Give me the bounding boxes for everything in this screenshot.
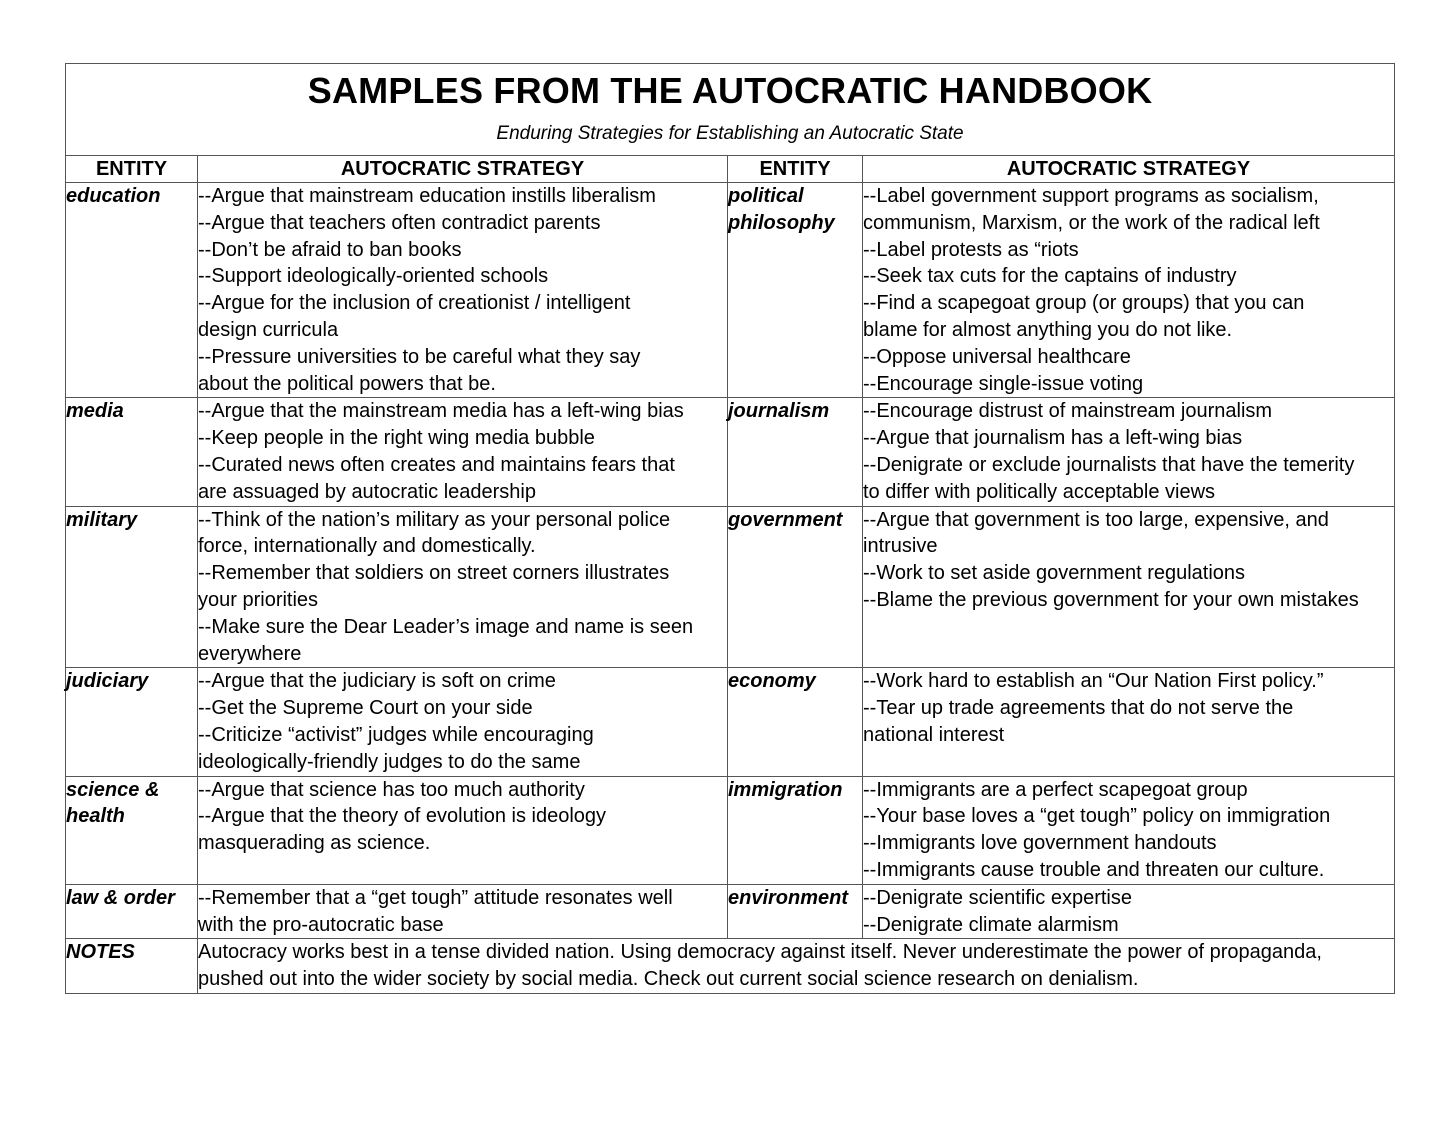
strategy-line: --Oppose universal healthcare [863, 345, 1131, 368]
strategy-line: national interest [863, 723, 1005, 746]
table-row [66, 668, 1395, 776]
strategy-line: --Blame the previous government for your own mistakes [863, 588, 1359, 611]
strategy-line: --Immigrants cause trouble and threaten our culture. [863, 858, 1325, 881]
entity-cell-left [66, 398, 198, 506]
entity-cell-right [728, 506, 863, 668]
strategy-line: your priorities [198, 588, 319, 611]
entity-cell-right [728, 884, 863, 939]
strategy-line: --Denigrate or exclude journalists that have the temerity [863, 453, 1355, 476]
strategy-line: --Work to set aside government regulations [863, 562, 1246, 585]
strategy-line: --Denigrate scientific expertise [863, 886, 1132, 909]
table-row [66, 183, 1395, 398]
strategy-line: --Think of the nation’s military as your personal police [198, 508, 671, 531]
strategy-cell-left [198, 668, 728, 776]
strategy-line: --Pressure universities to be careful what they say [198, 345, 641, 368]
entity-label: military [66, 508, 138, 531]
strategy-line: --Find a scapegoat group (or groups) that you can [863, 292, 1305, 315]
strategy-cell-left [198, 506, 728, 668]
page-subtitle: Enduring Strategies for Establishing an Autocratic State [496, 123, 964, 144]
strategy-cell-right [863, 183, 1395, 398]
entity-label: science & [66, 778, 160, 801]
header-entity-left: ENTITY [66, 156, 198, 183]
entity-label: economy [728, 670, 816, 693]
strategy-line: --Your base loves a “get tough” policy on immigration [863, 805, 1331, 828]
header-entity-right: ENTITY [728, 156, 863, 183]
header-strategy-right: AUTOCRATIC STRATEGY [863, 156, 1395, 183]
strategy-line: --Remember that soldiers on street corners illustrates [198, 562, 670, 585]
table-row [66, 398, 1395, 506]
strategy-line: --Argue that the judiciary is soft on crime [198, 670, 556, 693]
entity-label: education [66, 185, 161, 207]
strategy-line: --Curated news often creates and maintains fears that [198, 453, 675, 476]
strategy-line: --Make sure the Dear Leader’s image and name is seen [198, 615, 694, 638]
strategy-line: --Get the Supreme Court on your side [198, 697, 533, 720]
notes-row [66, 939, 1395, 994]
notes-label: NOTES [66, 939, 198, 994]
strategy-cell-left [198, 183, 728, 398]
strategy-line: --Argue that science has too much authority [198, 778, 585, 801]
strategy-table [65, 63, 1395, 994]
strategy-line: --Argue that the mainstream media has a left-wing bias [198, 400, 684, 423]
page-title: SAMPLES FROM THE AUTOCRATIC HANDBOOK [307, 70, 1153, 111]
strategy-line: masquerading as science. [198, 832, 431, 855]
entity-cell-left [66, 506, 198, 668]
header-row [66, 156, 1395, 183]
strategy-cell-left [198, 776, 728, 884]
strategy-cell-left [198, 398, 728, 506]
entity-label: judiciary [66, 670, 149, 693]
strategy-line: --Seek tax cuts for the captains of industry [863, 265, 1237, 288]
entity-label: media [66, 400, 124, 423]
entity-cell-right [728, 776, 863, 884]
strategy-line: --Argue for the inclusion of creationist / intelligent [198, 292, 631, 315]
strategy-line: --Denigrate climate alarmism [863, 913, 1119, 936]
table-body [66, 183, 1395, 939]
strategy-line: --Tear up trade agreements that do not serve the [863, 697, 1294, 720]
strategy-line: --Label protests as “riots [863, 238, 1079, 261]
entity-label: immigration [728, 778, 843, 801]
strategy-line: --Immigrants love government handouts [863, 832, 1217, 855]
strategy-line: --Label government support programs as socialism, [863, 185, 1319, 207]
table-row [66, 506, 1395, 668]
strategy-line: intrusive [863, 535, 938, 558]
entity-cell-left [66, 776, 198, 884]
strategy-line: ideologically-friendly judges to do the same [198, 750, 581, 773]
entity-label: journalism [728, 400, 830, 423]
strategy-cell-right [863, 776, 1395, 884]
strategy-line: blame for almost anything you do not like. [863, 318, 1233, 341]
strategy-cell-right [863, 506, 1395, 668]
notes-line: Autocracy works best in a tense divided nation. Using democracy against itself. Never underestimate the power of propaganda, [198, 941, 1322, 964]
strategy-cell-right [863, 398, 1395, 506]
strategy-line: --Encourage single-issue voting [863, 372, 1144, 395]
strategy-line: with the pro-autocratic base [198, 913, 444, 936]
strategy-line: --Argue that mainstream education instills liberalism [198, 185, 656, 207]
strategy-line: --Argue that journalism has a left-wing bias [863, 427, 1243, 450]
notes-cell [198, 939, 1395, 994]
strategy-line: --Immigrants are a perfect scapegoat group [863, 778, 1248, 801]
entity-label: philosophy [728, 211, 835, 234]
strategy-line: design curricula [198, 318, 339, 341]
table-row [66, 776, 1395, 884]
entity-cell-left [66, 183, 198, 398]
strategy-line: are assuaged by autocratic leadership [198, 480, 536, 503]
entity-label: health [66, 805, 125, 828]
entity-label: law & order [66, 886, 175, 909]
title-cell [66, 64, 1395, 156]
strategy-cell-right [863, 884, 1395, 939]
table-row [66, 884, 1395, 939]
entity-cell-right [728, 183, 863, 398]
strategy-line: communism, Marxism, or the work of the radical left [863, 211, 1320, 234]
entity-cell-right [728, 398, 863, 506]
strategy-line: about the political powers that be. [198, 372, 496, 395]
header-strategy-left: AUTOCRATIC STRATEGY [198, 156, 728, 183]
entity-cell-right [728, 668, 863, 776]
strategy-cell-left [198, 884, 728, 939]
entity-cell-left [66, 668, 198, 776]
strategy-line: --Encourage distrust of mainstream journalism [863, 400, 1273, 423]
entity-label: government [728, 508, 843, 531]
strategy-line: --Support ideologically-oriented schools [198, 265, 549, 288]
strategy-line: --Don’t be afraid to ban books [198, 238, 462, 261]
strategy-line: everywhere [198, 642, 302, 665]
strategy-line: --Keep people in the right wing media bubble [198, 427, 595, 450]
strategy-cell-right [863, 668, 1395, 776]
strategy-line: --Remember that a “get tough” attitude resonates well [198, 886, 673, 909]
strategy-line: force, internationally and domestically. [198, 535, 536, 558]
entity-label: political [728, 185, 804, 207]
entity-label: environment [728, 886, 849, 909]
title-row [66, 64, 1395, 156]
strategy-line: --Criticize “activist” judges while encouraging [198, 723, 594, 746]
strategy-line: --Argue that the theory of evolution is ideology [198, 805, 607, 828]
strategy-line: to differ with politically acceptable views [863, 480, 1216, 503]
strategy-line: --Work hard to establish an “Our Nation First policy.” [863, 670, 1324, 693]
notes-line: pushed out into the wider society by social media. Check out current social science research on denialism. [198, 968, 1139, 991]
strategy-line: --Argue that government is too large, expensive, and [863, 508, 1329, 531]
entity-cell-left [66, 884, 198, 939]
strategy-line: --Argue that teachers often contradict parents [198, 211, 601, 234]
handbook-sheet [65, 63, 1394, 994]
